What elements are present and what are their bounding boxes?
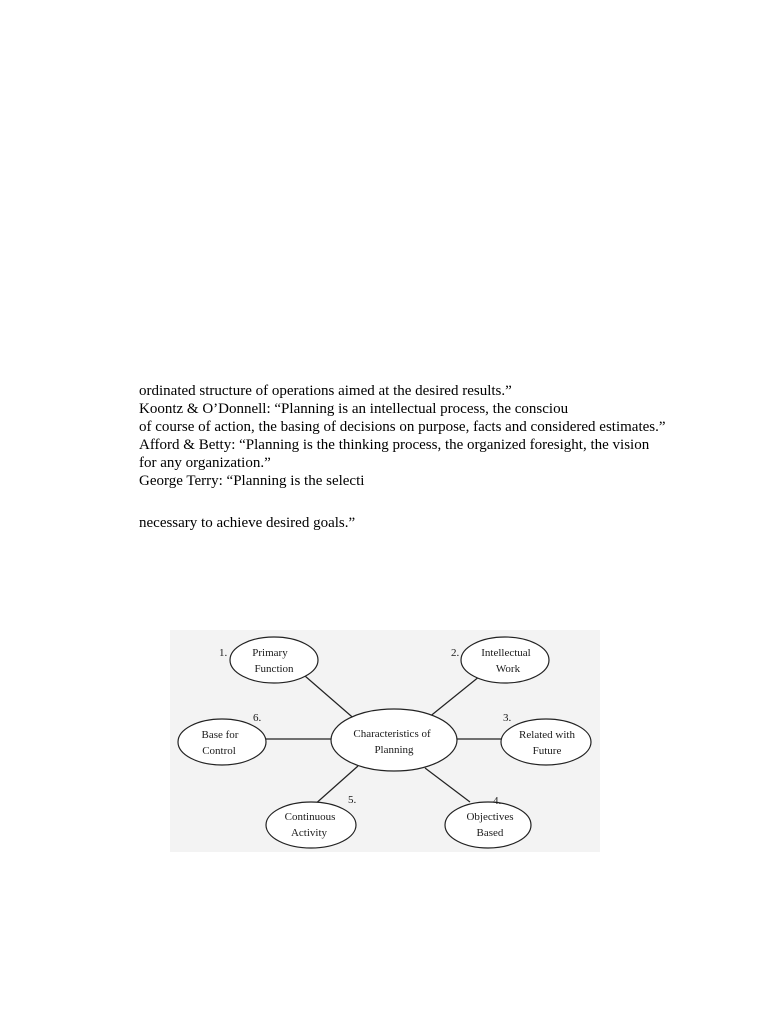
characteristics-diagram xyxy=(170,630,600,852)
text-line: Afford & Betty: “Planning is the thinking process, the organized foresight, the vision xyxy=(139,437,650,453)
center-label-line2: Planning xyxy=(374,744,414,756)
document-text xyxy=(139,382,699,532)
node-label-3-line1: Related with xyxy=(519,729,575,741)
center-label-line1: Characteristics of xyxy=(353,728,431,740)
node-label-6-line1: Base for xyxy=(201,729,239,741)
node-label-3-line2: Future xyxy=(532,745,562,757)
connector-line-1 xyxy=(305,676,358,722)
node-number-2: 2. xyxy=(451,647,460,659)
text-line: George Terry: “Planning is the selecti xyxy=(139,473,365,489)
connector-line-2 xyxy=(428,676,480,718)
text-line: necessary to achieve desired goals.” xyxy=(139,515,356,531)
text-line: Koontz & O’Donnell: “Planning is an intellectual process, the consciou xyxy=(139,401,569,417)
center-ellipse xyxy=(331,709,457,771)
node-label-2-line2: Work xyxy=(495,663,521,675)
text-line: ordinated structure of operations aimed at the desired results.” xyxy=(139,383,512,399)
node-ellipse-5 xyxy=(266,802,356,848)
text-gap xyxy=(139,490,699,514)
node-label-4-line2: Based xyxy=(476,827,504,839)
text-line: for any organization.” xyxy=(139,455,271,471)
node-label-5-line1: Continuous xyxy=(284,811,336,823)
text-line: of course of action, the basing of decisions on purpose, facts and considered estimates.” xyxy=(139,419,666,435)
node-label-6-line2: Control xyxy=(202,745,236,757)
node-ellipse-1 xyxy=(230,637,318,683)
connector-line-4 xyxy=(425,768,470,802)
node-ellipse-3 xyxy=(501,719,591,765)
node-label-1-line2: Function xyxy=(254,663,294,675)
node-number-6: 6. xyxy=(253,712,262,724)
node-number-4: 4. xyxy=(493,795,502,807)
node-ellipse-2 xyxy=(461,637,549,683)
node-label-1-line1: Primary xyxy=(252,647,288,659)
node-number-5: 5. xyxy=(348,794,357,806)
node-number-3: 3. xyxy=(503,712,512,724)
node-label-4-line1: Objectives xyxy=(466,811,514,823)
node-ellipse-6 xyxy=(178,719,266,765)
node-label-5-line2: Activity xyxy=(290,827,328,839)
node-ellipse-4 xyxy=(445,802,531,848)
diagram-svg xyxy=(170,630,600,852)
node-label-2-line1: Intellectual xyxy=(481,647,531,659)
node-number-1: 1. xyxy=(219,647,228,659)
